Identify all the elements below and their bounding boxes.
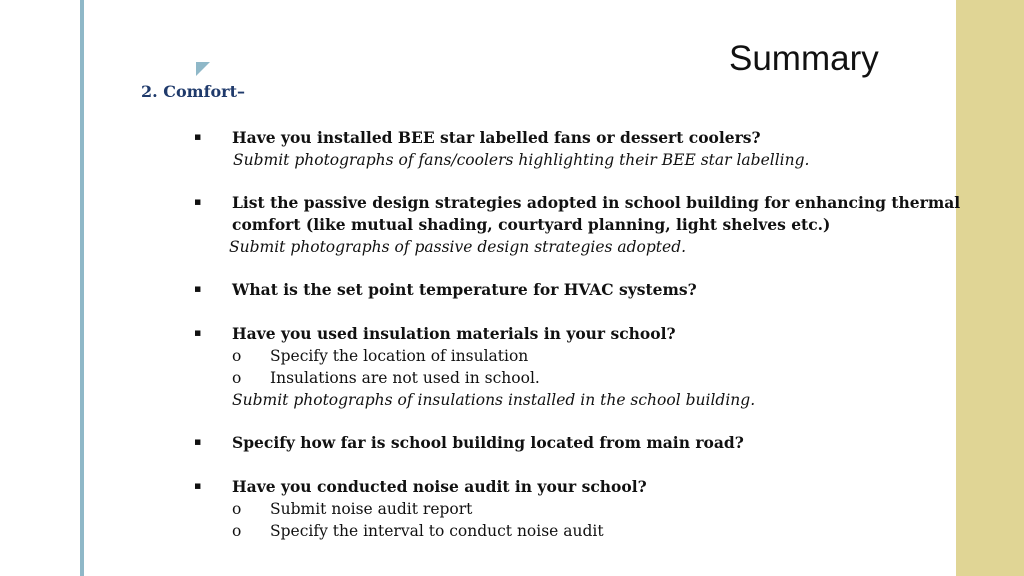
- bullet-icon: ▪: [194, 435, 202, 448]
- option-text: Specify the location of insulation: [270, 347, 529, 365]
- question-text: comfort (like mutual shading, courtyard planning, light shelves etc.): [232, 215, 831, 234]
- question-text: List the passive design strategies adopted in school building for enhancing thermal: [232, 193, 961, 212]
- section-heading: 2. Comfort–: [141, 82, 245, 101]
- option-marker: o: [232, 369, 242, 387]
- slide-title: Summary: [729, 39, 879, 78]
- question-text: Specify how far is school building located from main road?: [232, 433, 744, 452]
- bullet-icon: ▪: [194, 130, 202, 143]
- option-text: Insulations are not used in school.: [270, 369, 540, 387]
- option-text: Specify the interval to conduct noise audit: [270, 522, 604, 540]
- question-text: Have you conducted noise audit in your school?: [232, 477, 647, 496]
- note-text: Submit photographs of fans/coolers highlighting their BEE star labelling.: [233, 151, 810, 169]
- left-accent-bar: [80, 0, 84, 576]
- question-text: Have you used insulation materials in your school?: [232, 324, 676, 343]
- option-text: Submit noise audit report: [270, 500, 473, 518]
- option-marker: o: [232, 522, 242, 540]
- note-text: Submit photographs of passive design strategies adopted.: [229, 238, 687, 256]
- right-accent-panel: [956, 0, 1024, 576]
- option-marker: o: [232, 500, 242, 518]
- bullet-icon: ▪: [194, 479, 202, 492]
- note-text: Submit photographs of insulations installed in the school building.: [232, 391, 756, 409]
- bullet-icon: ▪: [194, 195, 202, 208]
- corner-triangle-icon: [196, 62, 210, 76]
- question-text: What is the set point temperature for HVAC systems?: [232, 280, 697, 299]
- question-text: Have you installed BEE star labelled fans or dessert coolers?: [232, 128, 761, 147]
- bullet-icon: ▪: [194, 282, 202, 295]
- option-marker: o: [232, 347, 242, 365]
- bullet-icon: ▪: [194, 326, 202, 339]
